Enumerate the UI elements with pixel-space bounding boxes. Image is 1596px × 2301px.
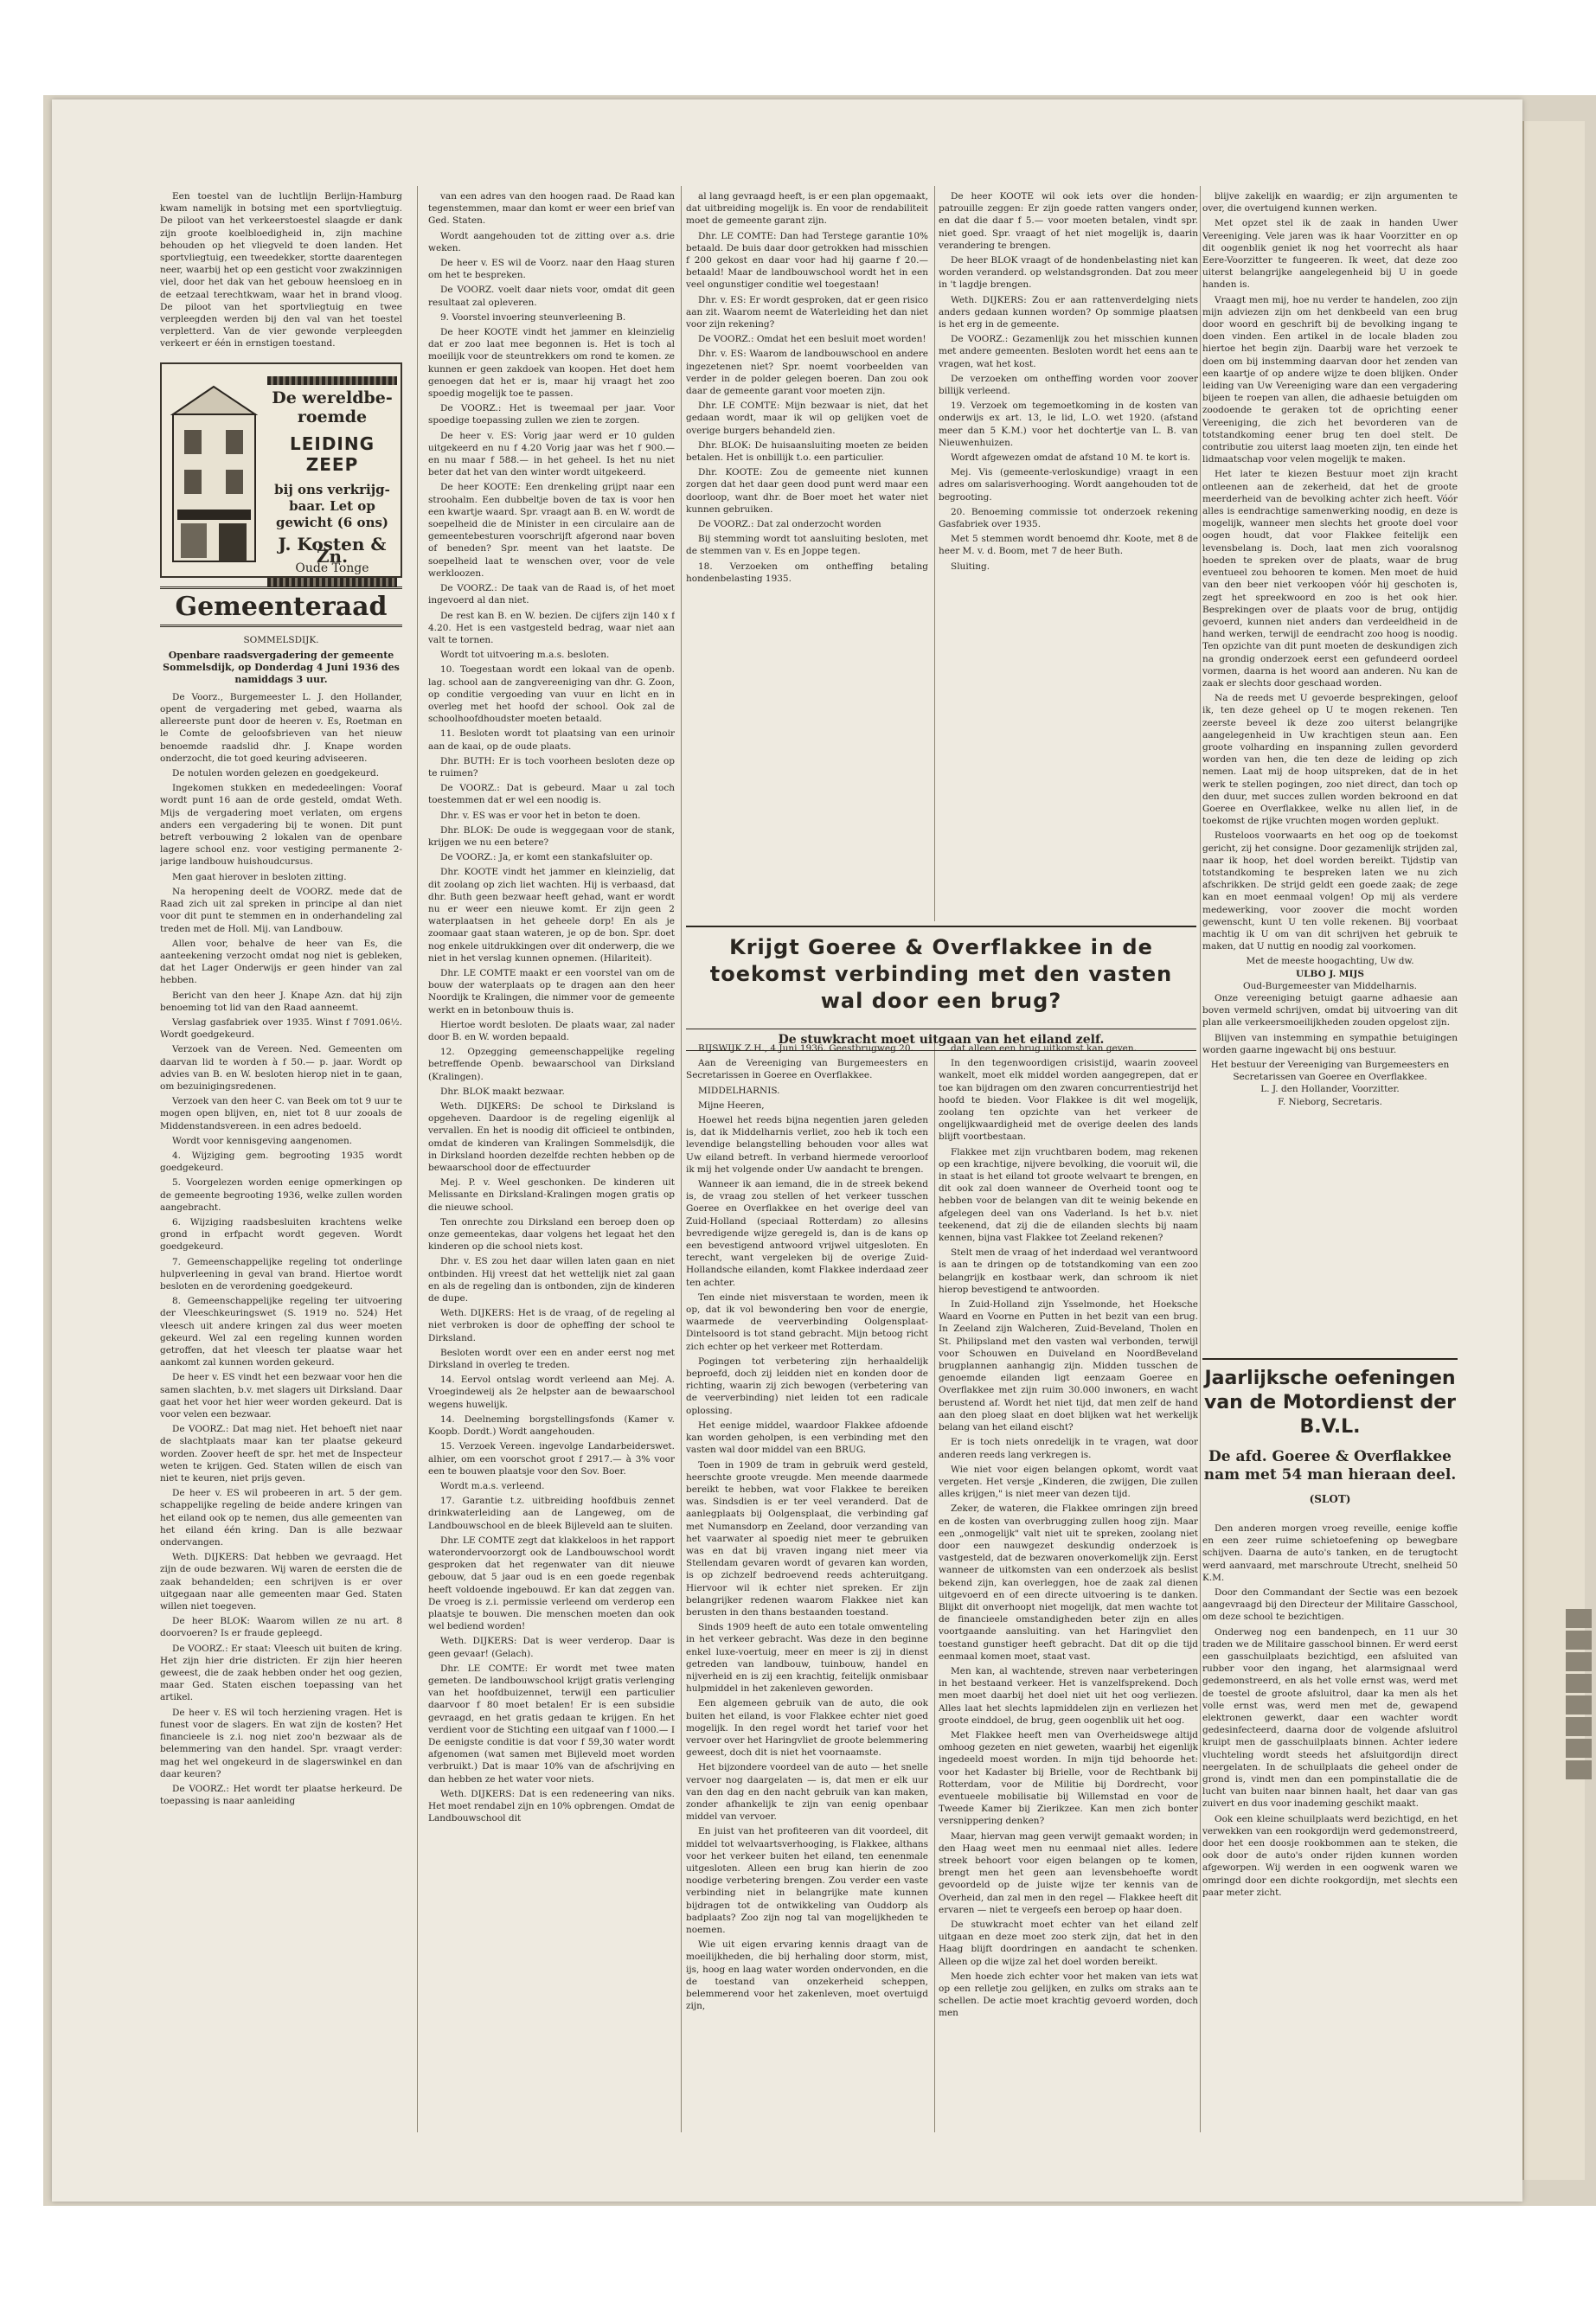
paragraph: Met opzet stel ik de zaak in handen Uwer Vereeniging. Vele jaren was ik haar Voorzitter en op dit oogenblik geniet ik nog het voorrecht als haar Eere-Voorzitter te fungeeren. Ik weet, dat deze zoo uiterst belangrijke aangelegenheid bij U in goede handen is.	[1202, 218, 1458, 291]
paragraph: 6. Wijziging raadsbesluiten krachtens welke grond in erfpacht wordt gegeven. Wordt goedgekeurd.	[160, 1216, 402, 1253]
paragraph: Hiertoe wordt besloten. De plaats waar, zal nader door B. en W. worden bepaald.	[428, 1019, 675, 1042]
bridge-letter-column-2	[939, 1042, 1198, 2132]
board-signature: F. Nieborg, Secretaris.	[1278, 1096, 1382, 1107]
paragraph: In den tegenwoordigen crisistijd, waarin zooveel wankelt, moet elk middel worden aangegrepen, dat er toe kan bijdragen om den zwaren concurrentiestrijd het hoofd te bieden. Voor Flakkee is dit wel mogelijk, zoolang ten opzichte van het verkeer de ongelijkwaardigheid met de overige deelen des lands blijft voortbestaan.	[939, 1058, 1198, 1143]
paragraph: van een adres van den hoogen raad. De Raad kan tegenstemmen, maar dan komt er weer een brief van Ged. Staten.	[428, 191, 675, 227]
bridge-subheadline: De stuwkracht moet uitgaan van het eiland zelf.	[686, 1029, 1196, 1051]
motordienst-slot: (SLOT)	[1309, 1493, 1351, 1505]
column-rule	[934, 1038, 935, 2132]
paragraph: 14. Deelneming borgstellingsfonds (Kamer v. Koopb. Dordt.) Wordt aangehouden.	[428, 1413, 675, 1438]
column-rule	[934, 186, 935, 921]
paragraph: 19. Verzoek om tegemoetkoming in de kosten van onderwijs ex art. 13, le lid, L.O. wet 1920. (afstand meer dan 5 K.M.) voor het dochtertje van L. B. van Nieuwenhuizen.	[939, 401, 1198, 448]
column-rule	[417, 186, 418, 2132]
paragraph: Met 5 stemmen wordt benoemd dhr. Koote, met 8 de heer M. v. d. Boom, met 7 de heer Buth.	[939, 534, 1198, 557]
ad-body: bij ons verkrijg- baar. Let op gewicht (6 ons)	[274, 481, 390, 530]
paragraph: Mijne Heeren,	[698, 1099, 765, 1111]
paragraph: Toen in 1909 de tram in gebruik werd gesteld, heerschte groote vreugde. Men meende daarmede bereikt te hebben, wat voor Flakkee te bereiken was. Sindsdien is er ter veel veranderd. Dat de aanlegplaats bij Oolgensplaat, die verbinding gaf met Numansdorp en Zeeland, door verzanding van het vaarwater al spoedig niet meer te gebruiken was en dat bij vraven ingang niet meer via Stellendam gevaren wordt of gevaren kan worden, is op zichzelf bedroevend reeds achteruitgang. Hiervoor wil ik echter niet spreken. Er zijn belangrijker redenen waarom Flakkee niet kan berusten in den thans bestaanden toestand.	[686, 1459, 928, 1618]
paragraph: Ten einde niet misverstaan te worden, meen ik op, dat ik vol bewondering ben voor de energie, waarmede de veerverbinding Oolgensplaat-Dintelsoord is tot stand gebracht. Mijn betoog richt zich echter op het verkeer met Rotterdam.	[686, 1292, 928, 1352]
paragraph: Het bijzondere voordeel van de auto — het snelle vervoer nog daargelaten — is, dat men er elk uur van den dag en den nacht gebruik van kan maken, zonder afhankelijk te zijn van eenig openbaar middel van vervoer.	[686, 1762, 928, 1823]
paragraph: Bericht van den heer J. Knape Azn. dat hij zijn benoeming tot lid van den Raad aanneemt.	[160, 990, 402, 1013]
association-statement	[1202, 992, 1458, 1056]
calibration-tab	[1566, 1652, 1592, 1671]
motordienst-article-header	[1202, 1358, 1458, 1505]
paragraph: De stuwkracht moet echter van het eiland zelf uitgaan en deze moet zoo sterk zijn, dat het in den Haag blijft doordringen en aandacht te schenken. Alleen op die wijze zal het doel worden bereikt.	[939, 1920, 1198, 1967]
paragraph: De heer v. ES vindt het een bezwaar voor hen die samen slachten, b.v. met slagers uit Dirksland. Daar gaat het voor het hier weer worden gekeurd. Dat is voor velen een bezwaar.	[160, 1372, 402, 1420]
paragraph: Wordt tot uitvoering m.a.s. besloten.	[440, 650, 610, 661]
shop-building-illustration	[169, 380, 260, 563]
paragraph: Weth. DIJKERS: Zou er aan rattenverdelging niets anders gedaan kunnen worden? Op sommige plaatsen is het erg in de gemeente.	[939, 294, 1198, 330]
paragraph: De notulen worden gelezen en goedgekeurd.	[172, 768, 380, 779]
calibration-tab	[1566, 1609, 1592, 1628]
bridge-letter-text	[686, 1042, 928, 2012]
paragraph: 20. Benoeming commissie tot onderzoek rekening Gasfabriek over 1935.	[939, 506, 1198, 530]
paragraph: De heer v. ES wil toch herziening vragen. Het is funest voor de slagers. En wat zijn de kosten? Het financieele is z.i. nog niet zoo'n bezwaar als de belemmering van den handel. Spr. vraagt verder: mag het wel ongekeurd in de slagerswinkel en dan daar keuren?	[160, 1707, 402, 1779]
bridge-headline: Krijgt Goeree & Overflakkee in de toekomst verbinding met den vasten wal door een brug?	[709, 935, 1173, 1013]
paragraph: Men hoede zich echter voor het maken van iets wat op een relletje zou gelijken, en zulks om straks aan te schellen. De actie moet krachtig gevoerd worden, doch men	[939, 1971, 1198, 2019]
paragraph: Stelt men de vraag of het inderdaad wel verantwoord is aan te dringen op de totstandkoming van een zoo belangrijk en kostbaar werk, dan schroom ik niet hierop bevestigend te antwoorden.	[939, 1247, 1198, 1295]
column-2	[428, 190, 675, 2128]
paragraph: Wordt m.a.s. verleend.	[440, 1480, 545, 1491]
paragraph: Dhr. BUTH: Er is toch voorheen besloten deze op te ruimen?	[428, 755, 675, 779]
paragraph: 9. Voorstel invoering steunverleening B.	[440, 311, 626, 323]
paragraph: De VOORZ.: Er staat: Vleesch uit buiten de kring. Het zijn hier drie districten. Er zijn hier heeren geweest, die de zaak hebben onder het oog gezien, maar Ged. Staten eischen toepassing van het artikel.	[160, 1643, 402, 1703]
paragraph: Flakkee met zijn vruchtbaren bodem, mag rekenen op een krachtige, nijvere bevolking, die vooruit wil, die in staat is het eiland tot groote welvaart te brengen, en dit ook zal doen wanneer de Overheid toont oog te hebben voor de belangen van dit te weinig bekende en afgelegen deel van ons Vaderland. Is het b.v. niet teekenend, dat zij die de eilanden slechts bij naam kennen, bijna vast Flakkee tot Zeeland rekenen?	[939, 1146, 1198, 1244]
paragraph: Dhr. v. ES was er voor het in beton te doen.	[440, 810, 641, 821]
paragraph: Wordt afgewezen omdat de afstand 10 M. te kort is.	[951, 452, 1190, 464]
paragraph: dat alleen een brug uitkomst kan geven.	[951, 1043, 1137, 1054]
ad-shop-place: Oude Tonge	[295, 561, 369, 576]
color-calibration-strip	[1566, 1609, 1592, 1782]
council-report-continued	[686, 190, 928, 585]
paragraph: Ten onrechte zou Dirksland een beroep doen op onze gemeentekas, daar volgens het legaat het den kinderen op die school niets kost.	[428, 1216, 675, 1253]
paragraph: De heer BLOK: Waarom willen ze nu art. 8 doorvoeren? Is er fraude gepleegd.	[160, 1616, 402, 1639]
paragraph: 7. Gemeenschappelijke regeling tot onderlinge hulpverleening in geval van brand. Hiertoe wordt besloten en de verordening goedgekeurd.	[160, 1256, 402, 1292]
paragraph: RIJSWIJK Z.H., 4 Juni 1936. Geestbrugweg 20.	[698, 1043, 913, 1054]
paragraph: Ook een kleine schuilplaats werd bezichtigd, en het verwekken van een rookgordijn werd gedemonstreerd, door het een doosje rookbommen aan te steken, die ook door de auto's onder rijden kunnen worden afgeworpen. Wij werden in een oogwenk waren we omringd door een dichte rookgordijn, met slechts een paar meter zicht.	[1202, 1813, 1458, 1898]
paragraph: Dhr. LE COMTE: Dan had Terstege garantie 10% betaald. De buis daar door getrokken had misschien f 200 gekost en daar voor had hij gaarne f 20.— betaald! Maar de landbouwschool wordt het in een veel ongunstiger conditie wel toegestaan!	[686, 230, 928, 291]
column-3	[686, 190, 928, 908]
paragraph: Zeker, de wateren, die Flakkee omringen zijn breed en de kosten van overbrugging zullen hoog zijn. Maar een „onmogelijk" valt niet uit te spreken, zoolang niet door een nauwgezet deskundig onderzoek is vastgesteld, dat de bezwaren onoverkomelijk zijn. Eerst wanneer de uitkomsten van een onderzoek als beslist bekend zijn, kan overleggen, hoe de zaak zal dienen uitgevoerd en of een directe uitvoering is te danken. Blijkt dit onverhoopt niet mogelijk, dat men wachte tot de financieele omstandigheden beter zijn en alles voortgaande aansluiting. van het Haringvliet den toestand gunstiger heeft gebracht. Dat dit op die tijd eenmaal komen moet, staat vast.	[939, 1503, 1198, 1662]
paragraph: Den anderen morgen vroeg reveille, eenige koffie en een zeer ruime schietoefening op bewegbare schijven. Daarna de auto's tanken, en de terugtocht werd aanvaard, met marschroute Utrecht, snelheid 50 K.M.	[1202, 1523, 1458, 1583]
paragraph: De heer v. ES wil de Voorz. naar den Haag sturen om het te bespreken.	[428, 258, 675, 281]
paragraph: De heer KOOTE: Een drenkeling grijpt naar een stroohalm. Een dubbeltje boven de tax is voor hen een kwartje waard. Spr. vraagt aan B. en W. wordt de soepelheid die de Minister in een circulaire aan de gemeentebesturen voorschrijft afgerond naar boven of beneden? Spr. meent van het laatste. De soepelheid laat te wenschen over, voor de vele werkloozen.	[428, 482, 675, 579]
paragraph: De VOORZ.: De taak van de Raad is, of het moet ingevoerd al dan niet.	[428, 583, 675, 606]
paragraph: Het later te kiezen Bestuur moet zijn kracht ontleenen aan de zekerheid, dat het de groote meerderheid van de bevolking achter zich heeft. Vóór alles is eendrachtige samenwerking noodig, en deze is mogelijk, wanneer men slechts het groote doel voor oogen houdt, dat voor Flakkee feitelijk een levensbelang is. Doch, laat men zich vooralsnog hoeden te spreken over de plaats, waar de brug eventueel zou behooren te komen. Men moet de huid van den beer niet verkoopen vóór hij geschoten is, zegt het spreekwoord en zoo is het ook hier. Besprekingen over de plaats voor de brug, ontijdig gevoerd, kunnen niet anders dan verdeeldheid in de hand werken, terwijl de eendracht zoo hoog is noodig. Ten opzichte van dit punt moeten de deskundigen zich na grondig onderzoek eerst een gefundeerd oordeel vormen, daarna is het woord aan anderen. Nu kan de zaak er slechts door geschaad worden.	[1202, 469, 1458, 689]
paragraph: MIDDELHARNIS.	[698, 1085, 780, 1096]
paragraph: De heer KOOTE wil ook iets over die honden-patrouille zeggen: Er zijn goede ratten vangers onder, en dat die daar f 5.— voor moeten betalen, vindt spr. niet goed. Spr. vraagt of het niet mogelijk is, daarin verandering te brengen.	[939, 191, 1198, 251]
paragraph: Men gaat hierover in besloten zitting.	[172, 871, 347, 882]
council-report-continued	[428, 190, 675, 1824]
motordienst-text	[1202, 1522, 1458, 1899]
bridge-letter-text	[939, 1042, 1198, 2020]
paragraph: De VOORZ.: Dat zal onderzocht worden	[698, 519, 881, 530]
paragraph: Besloten wordt over een en ander eerst nog met Dirksland in overleg te treden.	[428, 1347, 675, 1371]
column-rule	[1200, 186, 1201, 2132]
letter-signature: ULBO J. MIJS	[1296, 968, 1364, 979]
paragraph: Dhr. v. ES: Er wordt gesproken, dat er geen risico aan zit. Waarom neemt de Waterleiding het dan niet voor zijn rekening?	[686, 294, 928, 330]
paragraph: Weth. DIJKERS: Dat hebben we gevraagd. Het zijn de oude bezwaren. Wij waren de eersten die de zaak behandelden; een schrijven is er over uitgegaan naar alle gemeenten maar Ged. Staten willen niet toegeven.	[160, 1552, 402, 1612]
paragraph: De heer BLOK vraagt of de hondenbelasting niet kan worden veranderd. op welstandsgronden. Dat zou meer in 't lagdje brengen.	[939, 255, 1198, 291]
paragraph: De VOORZ.: Dat is gebeurd. Maar u zal toch toestemmen dat er wel een noodig is.	[428, 783, 675, 806]
ad-product-name: LEIDING ZEEP	[289, 433, 375, 475]
paragraph: Maar, hiervan mag geen verwijt gemaakt worden; in den Haag weet men nu eenmaal niet alles. Iedere streek behoort voor eigen belangen op te komen, brengt men het geen aan levensbehoefte wordt gevoordeld op de juiste wijze ter kennis van de Overheid, dan zal men in den regel — Flakkee heeft dit ervaren — niet te vergeefs een beroep op haar doen.	[939, 1830, 1198, 1915]
paragraph: Een toestel van de luchtlijn Berlijn-Hamburg kwam namelijk in botsing met een sportvliegtuig. De piloot van het verkeerstoestel slaagde er dank zijn groote koelbloedigheid in, zijn machine behouden op het vliegveld te doen landen. Het sportvliegtuig, een tweedekker, stortte daarentegen neer, waarbij het op een gesticht voor zwakzinnigen viel, door het dak van het gebouw heensloeg en in de eetzaal terechtkwam, waar het in brand vloog. De piloot van het sportvliegtuig en twee verpleegden werden bij den val van het toestel verpletterd. Van de vier gewonde verpleegden verkeert er één in ernstigen toestand.	[160, 191, 402, 349]
calibration-tab	[1566, 1695, 1592, 1715]
ad-copy	[267, 373, 397, 591]
paragraph: Hoewel het reeds bijna negentien jaren geleden is, dat ik Middelharnis verliet, zoo heb ik toch een levendige belangstelling behouden voor alles wat Uw eiland betreft. In verband hiermede veroorloof ik mij het volgende onder Uw aandacht te brengen.	[686, 1115, 928, 1175]
paragraph: Dhr. BLOK maakt bezwaar.	[440, 1086, 565, 1097]
paragraph: De VOORZ.: Gezamenlijk zou het misschien kunnen met andere gemeenten. Besloten wordt het eens aan te vragen, wat het kost.	[939, 334, 1198, 369]
news-item-plane-crash	[160, 190, 402, 350]
paragraph: Wanneer ik aan iemand, die in de streek bekend is, de vraag zou stellen of het verkeer tusschen Goeree en Overflakkee en het overige deel van Zuid-Holland (speciaal Rotterdam) zo allesins bevredigende wijze geregeld is, dan is de kans op een bevestigend antwoord vrijwel uitgesloten. En terecht, want vergeleken bij de overige Zuid-Hollandsche eilanden, komt Flakkee inderdaad zeer ten achter.	[686, 1179, 928, 1288]
paragraph: Dhr. LE COMTE maakt er een voorstel van om de bouw der waterplaats op te dragen aan den heer Noordijk te Kralingen, die nimmer voor de gemeente werkt en in betonbouw thuis is.	[428, 967, 675, 1016]
board-signature: L. J. den Hollander, Voorzitter.	[1260, 1084, 1400, 1095]
paragraph: Dhr. LE COMTE: Mijn bezwaar is niet, dat het gedaan wordt, maar ik wil op gelijken voet de overige burgers behandeld zien.	[686, 401, 928, 436]
paragraph: Dhr. KOOTE vindt het jammer en kleinzielig, dat dit zoolang op zich liet wachten. Hij is verbaasd, dat dhr. Buth geen bezwaar heeft gehad, want er wordt nu er weer een nieuwe komt. Er zijn geen 2 waterplaatsen in het geheele dorp! En als je zoomaar gaat staan wateren, je op de bon. Spr. doet nog enkele uitdrukkingen over dit onderwerp, die we niet in het verslag kunnen opnemen. (Hilariteit).	[428, 867, 675, 964]
paragraph: Vraagt men mij, hoe nu verder te handelen, zoo zijn mijn adviezen zijn om het denkbeeld van een brug door woord en geschrift bij de bevolking ingang te doen vinden. Een artikel in de locale bladen zou hiertoe het begin zijn. Daarbij ware het verzoek te doen om bij instemming daarvan door het zenden van een kaartje of op andere wijze te doen blijken. Onder leiding van Uw Vereeniging ware dan een vergadering bijeen te roepen van allen, die adhaesie betuigden om zoodoende te geraken tot de oprichting eener Vereeniging, die zich het bevorderen van de totstandkoming eener brug ten doel stelt. De contributie zou uiterst laag moeten zijn, ten einde het lidmaatschap voor velen mogelijk te maken.	[1202, 294, 1458, 465]
ad-heading: De wereldbe- roemde	[272, 388, 393, 426]
column-rule	[681, 186, 682, 2132]
paragraph: En juist van het profiteeren van dit voordeel, dit middel tot welvaartsverhooging, is Flakkee, althans voor het verkeer buiten het eiland, ten eenenmale uitgesloten. Alleen een brug kan hierin de zoo noodige verbetering brengen. Zou verder een vaste verbinding niet in belangrijke mate kunnen bijdragen tot de ontwikkeling van Ouddorp als badplaats? Zoo zijn nog tal van mogelijkheden te noemen.	[686, 1826, 928, 1936]
paragraph: Allen voor, behalve de heer van Es, die aanteekening verzocht omdat nog niet is gebleken, dat het Lager Onderwijs er geen hinder van zal hebben.	[160, 938, 402, 986]
paragraph: De VOORZ.: Het wordt ter plaatse herkeurd. De toepassing is naar aanleiding	[160, 1783, 402, 1807]
soap-advertisement	[160, 362, 402, 578]
paragraph: 17. Garantie t.z. uitbreiding hoofdbuis zennet drinkwaterleiding aan de Langeweg, om de Landbouwschool en de bleek Bijleveld aan te sluiten.	[428, 1496, 675, 1531]
paragraph: Mej. Vis (gemeente-verloskundige) vraagt in een adres om salarisverhooging. Wordt aangehouden tot de begrooting.	[939, 467, 1198, 503]
paragraph: Weth. DIJKERS: Dat is weer verderop. Daar is geen gevaar! (Gelach).	[428, 1636, 675, 1659]
board-statement: Het bestuur der Vereeniging van Burgemeesters en Secretarissen van Goeree en Overflakkee.	[1210, 1060, 1450, 1083]
council-report	[160, 691, 402, 1807]
paragraph: Aan de Vereeniging van Burgemeesters en Secretarissen in Goeree en Overflakkee.	[686, 1058, 928, 1081]
paragraph: Dhr. BLOK: De huisaansluiting moeten ze beiden betalen. Het is onbillijk t.o. een particulier.	[686, 439, 928, 464]
paragraph: Met Flakkee heeft men van Overheidswege altijd omhoog gezeten en niet geweten, waarbij het eigenlijk ingedeeld moest worden. In mijn tijd behoorde het: voor het Kadaster bij Brielle, voor de Rechtbank bij Rotterdam, voor de Militie bij Dordrecht, voor eventueele mobilisatie bij Willemstad en voor de Tweede Kamer bij Zierikzee. Kan men zich bonter versnippering denken?	[939, 1729, 1198, 1827]
paragraph: Door den Commandant der Sectie was een bezoek aangevraagd bij den Directeur der Militaire Gasschool, om deze school te bezichtigen.	[1202, 1587, 1458, 1623]
paragraph: Een algemeen gebruik van de auto, die ook buiten het eiland, is voor Flakkee echter niet goed mogelijk. In den regel wordt het tarief voor het vervoer over het Haringvliet de groote belemmering geweest, doch dit is niet het voornaamste.	[686, 1698, 928, 1759]
paragraph: 4. Wijziging gem. begrooting 1935 wordt goedgekeurd.	[160, 1150, 402, 1174]
paragraph: Na de reeds met U gevoerde besprekingen, geloof ik, ten deze geheel op U te mogen rekenen. Ten zeerste beveel ik deze zoo uiterst belangrijke aangelegenheid in Uw krachtigen steun aan. Een groote volharding en inspanning zullen gevorderd worden van hen, die ten deze de leiding op zich nemen. Laat mij de hoop uitspreken, dat de in het werk te stellen pogingen, zoo niet direct, dan toch op den duur, met succes zullen worden bekroond en dat Goeree en Overflakkee, welke nu allen lief, in de toekomst de rijke vruchten mogen worden geplukt.	[1202, 693, 1458, 827]
paragraph: De heer KOOTE vindt het jammer en kleinzielig dat er zoo laat mee begonnen is. Het is toch al moeilijk voor de steuntrekkers om rond te komen. ze kunnen er geen zakdoek van koopen. Het doet hem genoegen dat het er is, maar hij vraagt het zoo spoedig mogelijk toe te passen.	[428, 327, 675, 400]
paragraph: 14. Eervol ontslag wordt verleend aan Mej. A. Vroegindeweij als 2e helpster aan de bewaarschool wegens huwelijk.	[428, 1375, 675, 1410]
paragraph: Dhr. v. ES: Waarom de landbouwschool en andere ingezetenen niet? Spr. noemt voorbeelden van verder in de polder gelegen boeren. Dan zou ook daar de gemeente garant voor moeten zijn.	[686, 349, 928, 397]
paragraph: Wordt aangehouden tot de zitting over a.s. drie weken.	[428, 230, 675, 253]
paragraph: Men kan, al wachtende, streven naar verbeteringen in het bestaand verkeer. Het is vanzelfsprekend. Doch men moet daarbij het doel niet uit het oog verliezen. Alles laat het slechts lapmiddelen zijn en verliezen het groote einddoel, de brug, geen oogenblik uit het oog.	[939, 1665, 1198, 1726]
paragraph: De verzoeken om ontheffing worden voor zoover billijk verleend.	[939, 373, 1198, 397]
letter-closing: Met de meeste hoogachting, Uw dw.	[1246, 956, 1414, 967]
paragraph: al lang gevraagd heeft, is er een plan opgemaakt, dat uitbreiding mogelijk is. En voor de rendabiliteit moet de gemeente garant zijn.	[686, 191, 928, 227]
column-5	[1202, 190, 1458, 1306]
meeting-subtitle: Openbare raadsvergadering der gemeente Sommelsdijk, op Donderdag 4 Juni 1936 des namiddags 3 uur.	[163, 649, 400, 685]
paragraph: 15. Verzoek Vereen. ingevolge Landarbeiderswet. alhier, om een voorschot groot f 2917.— à 3% voor een te bouwen plaatsje voor den Sov. Boer.	[428, 1441, 675, 1477]
ad-shop-name: J. Kosten & Zn.	[278, 533, 387, 567]
paragraph: 10. Toegestaan wordt een lokaal van de openb. lag. school aan de zangvereeniging van dhr. G. Zoon, op conditie vergoeding van vuur en licht en in overleg met het hoofd der school. Ook zal de schoolhoofdhoudster moeten betaald.	[428, 664, 675, 725]
paragraph: Er is toch niets onredelijk in te vragen, wat door anderen reeds lang verkregen is.	[939, 1437, 1198, 1460]
paragraph: De heer v. ES: Vorig jaar werd er 10 gulden uitgekeerd en nu f 4.20 Vorig jaar was het f 900.— en nu maar f 588.— in het geheel. Is het nu niet beter dat het van den winter wordt uitgekeerd.	[428, 430, 675, 478]
paragraph: 11. Besloten wordt tot plaatsing van een urinoir aan de kaai, op de oude plaats.	[428, 728, 675, 752]
paragraph: Verzoek van de Vereen. Ned. Gemeenten om daarvan lid te worden à f 50.— p. jaar. Wordt op advies van B. en W. besloten hierop niet in te gaan, om bezuinigingsredenen.	[160, 1044, 402, 1092]
paragraph: Wordt voor kennisgeving aangenomen.	[172, 1135, 353, 1146]
council-report-continued	[939, 190, 1198, 573]
column-4	[939, 190, 1198, 908]
paragraph: De VOORZ. voelt daar niets voor, omdat dit geen resultaat zal opleveren.	[428, 285, 675, 308]
section-title-gemeenteraad: Gemeenteraad	[160, 586, 402, 627]
paragraph: De heer v. ES wil probeeren in art. 5 der gem. schappelijke regeling de beide andere kringen van het eiland ook op te nemen, dus alle gemeenten van het eiland één kring. Dan is alle bezwaar ondervangen.	[160, 1488, 402, 1548]
letter-signature-title: Oud-Burgemeester van Middelharnis.	[1243, 980, 1417, 991]
motordienst-article-body	[1202, 1522, 1458, 2128]
paragraph: Bij stemming wordt tot aansluiting besloten, met de stemmen van v. Es en Joppe tegen.	[686, 534, 928, 557]
paragraph: In Zuid-Holland zijn Ysselmonde, het Hoeksche Waard en Voorne en Putten in het bezit van een brug. In Zeeland zijn Walcheren, Zuid-Beveland, Tholen en St. Philipsland met den vasten wal verbonden, terwijl voor Schouwen en Duiveland en NoordBeveland brugplannen aanhangig zijn. Midden tusschen de genoemde eilanden ligt eenzaam Goeree en Overflakkee met zijn ruim 30.000 inwoners, en wacht berustend af. Wordt het niet tijd, dat men zelf de hand aan den ploeg slaat en doet blijken wat het werkelijk belang van het eiland eischt?	[939, 1299, 1198, 1433]
paragraph: De VOORZ.: Omdat het een besluit moet worden!	[698, 334, 926, 345]
ad-band	[267, 376, 397, 385]
calibration-tab	[1566, 1760, 1592, 1779]
calibration-tab	[1566, 1674, 1592, 1693]
paragraph: Verzoek van den heer C. van Beek om tot 9 uur te mogen open blijven, en, niet tot 8 uur zooals de Middenstandsvereen. in een adres bedoeld.	[160, 1096, 402, 1131]
paragraph: Rusteloos voorwaarts en het oog op de toekomst gericht, zij het consigne. Door gezamenlijk strijden zal, naar ik hoop, het doel worden bereikt. Tijdstip van totstandkoming te bespreken laten we nu zich afschrikken. De strijd geldt een goede zaak; de zege kan en moet eenmaal volgen! Op mij als verdere medewerking, voor zoover die mocht worden gewenscht, kunt U ten volle rekenen. Bij voorbaat machtig ik U om van dit schrijven het gebruik te maken, dat U nuttig en noodig zal voorkomen.	[1202, 830, 1458, 952]
bridge-letter-end	[1202, 190, 1458, 952]
paragraph: De VOORZ.: Het is tweemaal per jaar. Voor spoedige toepassing zullen we zien te zorgen.	[428, 403, 675, 426]
paragraph: Pogingen tot verbetering zijn herhaaldelijk beproefd, doch zij leidden niet en konden door de richting, waarin zij zich bewogen (verbetering van de veerverbinding) niet leiden tot een radicale oplossing.	[686, 1356, 928, 1416]
paragraph: De VOORZ.: Dat mag niet. Het behoeft niet naar de slachtplaats maar kan ter plaatse gekeurd worden. Zoover heeft de spr. het met de Inspecteur weten te krijgen. Ged. Staten willen de eisch van niet te keuren, niet prijs geven.	[160, 1424, 402, 1484]
paragraph: Na heropening deelt de VOORZ. mede dat de Raad zich uit zal spreken in principe al dan niet voor dit punt te stemmen en in onderhandeling zal treden met de Holl. Mij. van Landbouw.	[160, 886, 402, 934]
paragraph: Onderweg nog een bandenpech, en 11 uur 30 traden we de Militaire gasschool binnen. Er werd eerst een gasschuilplaats bezichtigd, een afsluited van rubber voor den ingang, het alarmsignaal werd gedemonstreerd, en als het volle ernst was, werd met de toestel de groote afsluitrol, daar ka men als het volle ernst was, werd men met de, gewapend elektronen gewerkt, daar een wachter wordt gedesinfecteerd, daarna door de volgende afsluitrol kruipt men de gasschuilplaats binnen. Achter iedere vluchteling wordt steeds het afsluitgordijn direct neergelaten. In de schuilplaats die geheel onder de grond is, vindt men dan een pompinstallatie die de lucht van buiten naar binnen haalt, het daar van gas zuivert en dus voor inademing geschikt maakt.	[1202, 1626, 1458, 1810]
calibration-tab	[1566, 1631, 1592, 1650]
paragraph: Sluiting.	[951, 561, 990, 572]
paragraph: Wie niet voor eigen belangen opkomt, wordt vaat vergeten. Het versje „Kinderen, die zwijgen, Die zullen alles krijgen," is niet meer van dezen tijd.	[939, 1464, 1198, 1500]
paragraph: Dhr. BLOK: De oude is weggegaan voor de stank, krijgen we nu een betere?	[428, 824, 675, 848]
calibration-tab	[1566, 1739, 1592, 1758]
paragraph: Weth. DIJKERS: Het is de vraag, of de regeling al niet verbroken is door de opheffing der school te Dirksland.	[428, 1308, 675, 1343]
paragraph: Ingekomen stukken en mededeelingen: Vooraf wordt punt 16 aan de orde gesteld, omdat Weth. Mijs de vergadering moet verlaten, om ergens anders een vergadering bij te wonen. Dit punt betreft verbouwing 2 lokalen van de openbare lagere school enz. voor vestiging permanente 2-jarige landbouw huishoudcursus.	[160, 783, 402, 868]
paragraph: Dhr. v. ES zou het daar willen laten gaan en niet ontbinden. Hij vreest dat het wettelijk niet zal gaan en als de regeling dan is ontbonden, zijn de kinderen de dupe.	[428, 1256, 675, 1304]
bridge-article-header	[686, 926, 1196, 1051]
paragraph: Dhr. LE COMTE zegt dat klakkeloos in het rapport waterondervoorzorgt ook de Landbouwschool wordt gesproken dat het regenwater van dit nieuwe gebouw, dat 5 jaar oud is en een goede regenbak heeft voldoende ingebouwd. Er kan dat zeggen van. De vroeg is z.i. permissie verleend om verderop een plaatsje te bouwen. Die menschen moeten dan ook wel bediend worden!	[428, 1535, 675, 1632]
paragraph: 5. Voorgelezen worden eenige opmerkingen op de gemeente begrooting 1936, welke zullen worden aangebracht.	[160, 1177, 402, 1213]
paragraph: Mej. P. v. Weel geschonken. De kinderen uit Melissante en Dirksland-Kralingen mogen gratis op die nieuwe school.	[428, 1177, 675, 1213]
paragraph: De Voorz., Burgemeester L. J. den Hollander, opent de vergadering met gebed, waarna als allereerste punt door de heeren v. Es, Roetman en le Comte de geloofsbrieven van het nieuw benoemde raadslid dhr. J. Knape worden onderzocht, die tot goed keuring adviseeren.	[160, 691, 402, 764]
bridge-letter-column-1	[686, 1042, 928, 2132]
paragraph: 8. Gemeenschappelijke regeling ter uitvoering der Vleeschkeuringswet (S. 1919 no. 524) Het vleesch uit andere kringen zal dus weer moeten gekeurd. Wel zal een regeling kunnen worden getroffen, dat het vleesch ter plaatse waar het aankomt zal kunnen worden gekeurd.	[160, 1296, 402, 1368]
next-page-edge	[1522, 121, 1585, 2180]
paragraph: 12. Opzegging gemeenschappelijke regeling betreffende Openb. bewaarschool van Dirksland (Kralingen).	[428, 1047, 675, 1082]
motordienst-subheadline: De afd. Goeree & Overflakkee nam met 54 man hieraan deel.	[1203, 1448, 1457, 1484]
paragraph: Onze vereeniging betuigt gaarne adhaesie aan boven vermeld schrijven, omdat bij uitvoering van dit plan alle verkeersmoeilijkheden zouden opgelost zijn.	[1202, 993, 1458, 1029]
paragraph: Dhr. KOOTE: Zou de gemeente niet kunnen zorgen dat het daar geen dood punt werd maar een doorloop, want dhr. de Boer moet het water niet kunnen gebruiken.	[686, 467, 928, 515]
paragraph: De rest kan B. en W. bezien. De cijfers zijn 140 x f 4.20. Het is een vastgesteld bedrag, waar niet aan valt te tornen.	[428, 610, 675, 645]
paragraph: Blijven van instemming en sympathie betuigingen worden gaarne ingewacht bij ons bestuur.	[1202, 1032, 1458, 1055]
ad-band	[267, 578, 397, 586]
motordienst-headline: Jaarlijksche oefeningen van de Motordienst der B.V.L.	[1204, 1368, 1456, 1438]
meeting-place: SOMMELSDIJK.	[243, 634, 319, 645]
paragraph: Weth. DIJKERS: De school te Dirksland is opgeheven. Daardoor is de regeling eigenlijk al vervallen. En het is noodig dit officieel te ontbinden, omdat de kinderen van Kralingen Sommelsdijk, die in Dirksland hoorden dezelfde rechten hebben op de bewaarschool door de effectuurder	[428, 1101, 675, 1174]
calibration-tab	[1566, 1717, 1592, 1736]
paragraph: De VOORZ.: Ja, er komt een stankafsluiter op.	[440, 852, 653, 863]
column-1	[160, 190, 402, 2128]
paragraph: Weth. DIJKERS: Dat is een redeneering van niks. Het moet rendabel zijn en 10% opbrengen. Omdat de Landbouwschool dit	[428, 1788, 675, 1824]
paragraph: Het eenige middel, waardoor Flakkee afdoende kan worden geholpen, is een verbinding met den vasten wal door middel van een BRUG.	[686, 1420, 928, 1456]
paragraph: Wie uit eigen ervaring kennis draagt van de moeilijkheden, die bij herhaling door storm, mist, ijs, hoog en laag water worden ondervonden, en die de toestand van onzekerheid scheppen, belemmerend voor het zakenleven, moet overtuigd zijn,	[686, 1939, 928, 2012]
paragraph: Sinds 1909 heeft de auto een totale omwenteling in het verkeer gebracht. Was deze in den beginne enkel luxe-voertuig, meer en meer is zij in dienst getreden van landbouw, tuinbouw, handel en nijverheid en is zij een krachtig, feitelijk onmisbaar hulpmiddel in het zakenleven geworden.	[686, 1622, 928, 1695]
paragraph: Dhr. LE COMTE: Er wordt met twee maten gemeten. De landbouwschool krijgt gratis verlenging van het hoofdbuizennet, terwijl een particulier daarvoor f 80 moet betalen! Er is een subsidie gevraagd, en het gratis gedaan te krijgen. En het verdient voor de Stichting een uitgaaf van f 1000.— I De eenigste conditie is dat voor f 59,30 water wordt afgenomen (wat samen met Bijleveld moet worden verbruikt.) Dat is maar 10% van de afschrijving en dan hebben ze het water voor niets.	[428, 1663, 675, 1785]
paragraph: Verslag gasfabriek over 1935. Winst f 7091.06½. Wordt goedgekeurd.	[160, 1016, 402, 1041]
paragraph: blijve zakelijk en waardig; er zijn argumenten te over, die overtuigend kunnen werken.	[1202, 191, 1458, 215]
paragraph: 18. Verzoeken om ontheffing betaling hondenbelasting 1935.	[686, 561, 928, 584]
